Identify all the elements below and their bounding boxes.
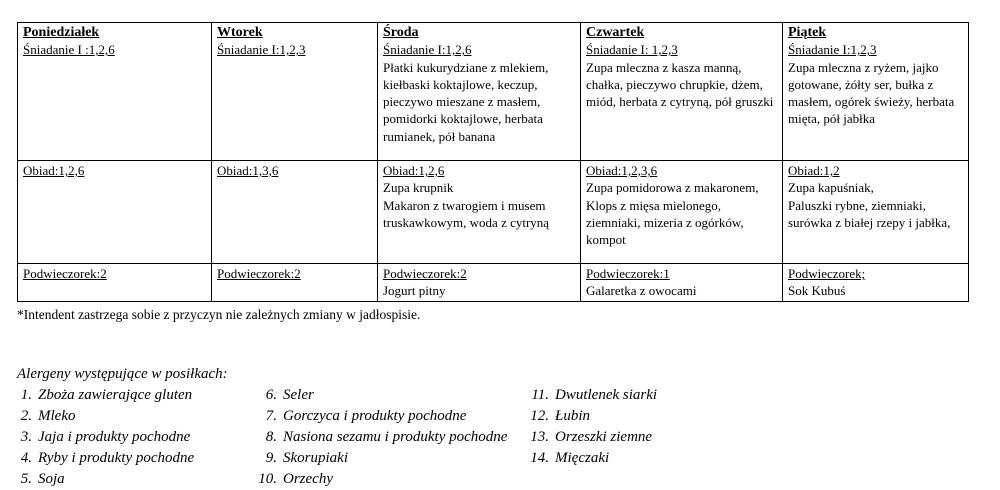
lunch-row <box>18 161 969 264</box>
footnote: *Intendent zastrzega sobie z przyczyn nie zależnych zmiany w jadłospisie. <box>17 306 421 322</box>
allergen-item <box>17 427 247 448</box>
allergen-item <box>519 427 657 448</box>
snack-menu-text: Jogurt pitny <box>383 283 446 299</box>
allergen-item <box>17 385 247 406</box>
allergens-column-2 <box>247 385 519 490</box>
lunch-header: Obiad:1,3,6 <box>217 163 279 178</box>
day-header-thursday: Czwartek <box>586 25 645 40</box>
allergen-number: 13. <box>530 428 549 445</box>
allergen-item <box>17 469 247 490</box>
lunch-header: Obiad:1,2,3,6 <box>586 163 658 178</box>
allergen-item <box>17 448 247 469</box>
allergen-item <box>519 406 657 427</box>
cell-wednesday-snack <box>378 264 581 302</box>
day-header-friday: Piątek <box>788 25 827 40</box>
allergen-text: Ryby i produkty pochodne <box>38 449 195 466</box>
allergen-text: Soja <box>38 470 65 487</box>
allergen-number: 11. <box>531 386 549 403</box>
allergen-text: Orzeszki ziemne <box>555 428 653 445</box>
snack-menu-text: Galaretka z owocami <box>586 283 697 299</box>
allergen-item <box>17 406 247 427</box>
lunch-menu-text: Klops z mięsa mielonego, ziemniaki, mizeria z ogórków, kompot <box>586 197 744 248</box>
allergen-text: Gorczyca i produkty pochodne <box>283 407 467 424</box>
allergen-text: Jaja i produkty pochodne <box>38 428 191 445</box>
allergen-number: 5. <box>20 470 32 487</box>
day-header-tuesday: Wtorek <box>217 25 263 40</box>
cell-friday-snack <box>783 264 969 302</box>
cell-wednesday-lunch <box>378 161 581 264</box>
allergen-number: 8. <box>265 428 277 445</box>
breakfast-header: Śniadanie I :1,2,6 <box>23 42 115 58</box>
snack-header: Podwieczorek:2 <box>23 266 107 281</box>
cell-thursday-breakfast <box>581 23 783 161</box>
snack-header: Podwieczorek:2 <box>217 266 301 281</box>
allergens-column-3 <box>519 385 657 469</box>
breakfast-row <box>18 23 969 161</box>
allergen-item <box>247 385 519 406</box>
menu-table <box>17 22 969 302</box>
breakfast-header: Śniadanie I:1,2,6 <box>383 42 472 58</box>
snack-header: Podwieczorek:2 <box>383 266 467 281</box>
allergens-columns <box>17 385 983 490</box>
allergen-number: 4. <box>20 449 32 466</box>
allergen-item <box>247 469 519 490</box>
allergen-text: Łubin <box>555 407 591 424</box>
cell-friday-breakfast <box>783 23 969 161</box>
breakfast-header: Śniadanie I:1,2,3 <box>788 42 877 58</box>
allergen-number: 1. <box>20 386 32 403</box>
lunch-header: Obiad:1,2 <box>788 163 840 178</box>
cell-monday-lunch <box>18 161 212 264</box>
allergens-section <box>17 364 983 490</box>
lunch-menu-text: Zupa kapuśniak, <box>788 180 874 196</box>
allergen-number: 9. <box>265 449 277 466</box>
cell-tuesday-lunch <box>212 161 378 264</box>
lunch-menu-text: Zupa pomidorowa z makaronem, <box>586 180 759 196</box>
allergen-item <box>247 427 519 448</box>
allergen-number: 3. <box>20 428 32 445</box>
snack-row <box>18 264 969 302</box>
day-header-wednesday: Środa <box>383 25 419 40</box>
allergen-item <box>519 385 657 406</box>
lunch-header: Obiad:1,2,6 <box>23 163 85 178</box>
allergen-text: Skorupiaki <box>283 449 348 466</box>
allergen-text: Orzechy <box>283 470 333 487</box>
allergen-item <box>247 406 519 427</box>
allergen-text: Nasiona sezamu i produkty pochodne <box>283 428 508 445</box>
cell-friday-lunch <box>783 161 969 264</box>
breakfast-menu-text: Płatki kukurydziane z mlekiem, kiełbaski koktajlowe, keczup, pieczywo mieszane z masłem, pomidorki koktajlowe, herbata rumianek, pół banana <box>383 59 549 144</box>
allergen-text: Seler <box>283 386 314 403</box>
cell-thursday-snack <box>581 264 783 302</box>
cell-thursday-lunch <box>581 161 783 264</box>
allergen-number: 2. <box>20 407 32 424</box>
snack-header: Podwieczorek:1 <box>586 266 670 281</box>
lunch-header: Obiad:1,2,6 <box>383 163 445 178</box>
breakfast-header: Śniadanie I: 1,2,3 <box>586 42 678 58</box>
cell-monday-snack <box>18 264 212 302</box>
cell-tuesday-snack <box>212 264 378 302</box>
snack-header: Podwieczorek; <box>788 266 866 281</box>
allergens-column-1 <box>17 385 247 490</box>
snack-menu-text: Sok Kubuś <box>788 283 846 299</box>
allergen-number: 10. <box>258 470 277 487</box>
allergen-text: Zboża zawierające gluten <box>38 386 193 403</box>
breakfast-menu-text: Zupa mleczna z kasza manną, chałka, pieczywo chrupkie, dżem, miód, herbata z cytryną, pół gruszki <box>586 59 774 110</box>
allergens-title: Alergeny występujące w posiłkach: <box>17 365 228 382</box>
day-header-monday: Poniedziałek <box>23 25 100 40</box>
allergen-text: Mięczaki <box>555 449 610 466</box>
allergen-number: 6. <box>265 386 277 403</box>
allergen-item <box>519 448 657 469</box>
cell-monday-breakfast <box>18 23 212 161</box>
cell-wednesday-breakfast <box>378 23 581 161</box>
allergen-text: Mleko <box>38 407 76 424</box>
allergen-text: Dwutlenek siarki <box>555 386 658 403</box>
lunch-menu-text: Paluszki rybne, ziemniaki, surówka z białej rzepy i jabłka, <box>788 197 951 230</box>
cell-tuesday-breakfast <box>212 23 378 161</box>
breakfast-menu-text: Zupa mleczna z ryżem, jajko gotowane, żółty ser, bułka z masłem, ogórek świeży, herbata mięta, pół jabłka <box>788 59 955 127</box>
allergen-number: 7. <box>265 407 277 424</box>
lunch-menu-text: Zupa krupnik <box>383 180 454 196</box>
allergen-item <box>247 448 519 469</box>
breakfast-header: Śniadanie I:1,2,3 <box>217 42 306 58</box>
allergen-number: 14. <box>530 449 549 466</box>
allergen-number: 12. <box>530 407 549 424</box>
lunch-menu-text: Makaron z twarogiem i musem truskawkowym, woda z cytryną <box>383 197 550 230</box>
